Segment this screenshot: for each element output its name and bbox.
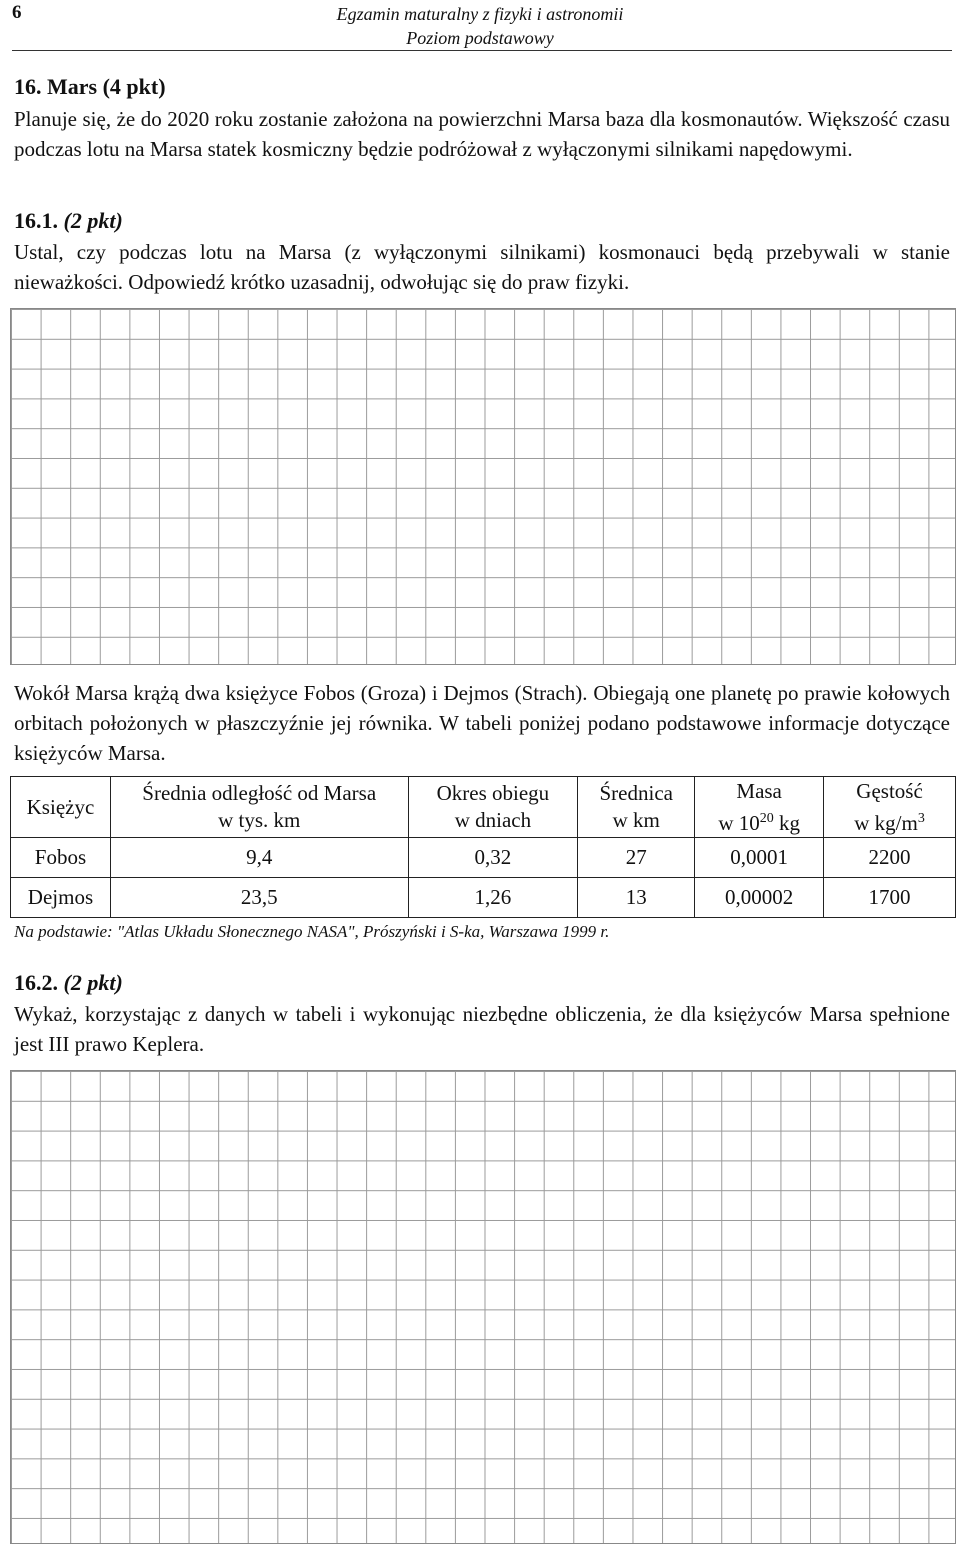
col-header-moon: Księżyc <box>11 777 111 838</box>
col-header-diameter: Średnica w km <box>578 777 695 838</box>
task-16-1-heading <box>14 206 950 236</box>
task-16-2-number: 16.2. <box>14 970 58 995</box>
cell-density: 1700 <box>824 878 956 918</box>
exam-title: Egzamin maturalny z fizyki i astronomii <box>336 4 624 24</box>
table-row <box>11 878 956 918</box>
table-source: Na podstawie: "Atlas Układu Słonecznego NASA", Prószyński i S-ka, Warszawa 1999 r. <box>14 922 610 941</box>
task-16-intro: Planuje się, że do 2020 roku zostanie założona na powierzchni Marsa baza dla kosmonautów. Większość czasu podczas lotu na Marsa statek kosmiczny będzie podróżował z wyłączonymi silnikami napędowymi. <box>14 107 950 161</box>
table-header-row <box>11 777 956 838</box>
header-divider <box>12 50 952 51</box>
cell-period: 0,32 <box>408 838 578 878</box>
task-16-2-heading <box>14 968 950 998</box>
task-16-2-points: (2 pkt) <box>63 970 123 995</box>
col-header-period: Okres obiegu w dniach <box>408 777 578 838</box>
task-16-1-text: Ustal, czy podczas lotu na Marsa (z wyłączonymi silnikami) kosmonauci będą przebywali w stanie nieważkości. Odpowiedź krótko uzasadnij, odwołując się do praw fizyki. <box>14 240 950 294</box>
cell-distance: 9,4 <box>110 838 408 878</box>
col-header-distance: Średnia odległość od Marsa w tys. km <box>110 777 408 838</box>
cell-moon: Dejmos <box>11 878 111 918</box>
table-row <box>11 838 956 878</box>
exam-level: Poziom podstawowy <box>406 28 554 48</box>
answer-grid-16-1[interactable] <box>10 308 956 665</box>
col-header-density: Gęstość w $kg/m^3$ <box>824 777 956 838</box>
cell-diameter: 27 <box>578 838 695 878</box>
task-16-1-number: 16.1. <box>14 208 58 233</box>
cell-mass: 0,00002 <box>695 878 824 918</box>
exam-header <box>0 2 960 50</box>
cell-diameter: 13 <box>578 878 695 918</box>
page-number: 6 <box>12 2 22 23</box>
cell-period: 1,26 <box>408 878 578 918</box>
answer-grid-16-2[interactable] <box>10 1070 956 1544</box>
cell-mass: 0,0001 <box>695 838 824 878</box>
moons-intro: Wokół Marsa krążą dwa księżyce Fobos (Groza) i Dejmos (Strach). Obiegają one planetę po prawie kołowych orbitach położonych w płaszczyźnie jej równika. W tabeli poniżej podano podstawowe informacje dotyczące księżyców Marsa. <box>14 681 950 765</box>
cell-density: 2200 <box>824 838 956 878</box>
col-header-mass: Masa w $10^{20}$ kg <box>695 777 824 838</box>
moons-table <box>10 776 956 918</box>
cell-distance: 23,5 <box>110 878 408 918</box>
task-16-heading: 16. Mars (4 pkt) <box>14 74 166 99</box>
task-16-2-text: Wykaż, korzystając z danych w tabeli i wykonując niezbędne obliczenia, że dla księżyców Marsa spełnione jest III prawo Keplera. <box>14 1002 950 1056</box>
task-16-1-points: (2 pkt) <box>63 208 123 233</box>
cell-moon: Fobos <box>11 838 111 878</box>
